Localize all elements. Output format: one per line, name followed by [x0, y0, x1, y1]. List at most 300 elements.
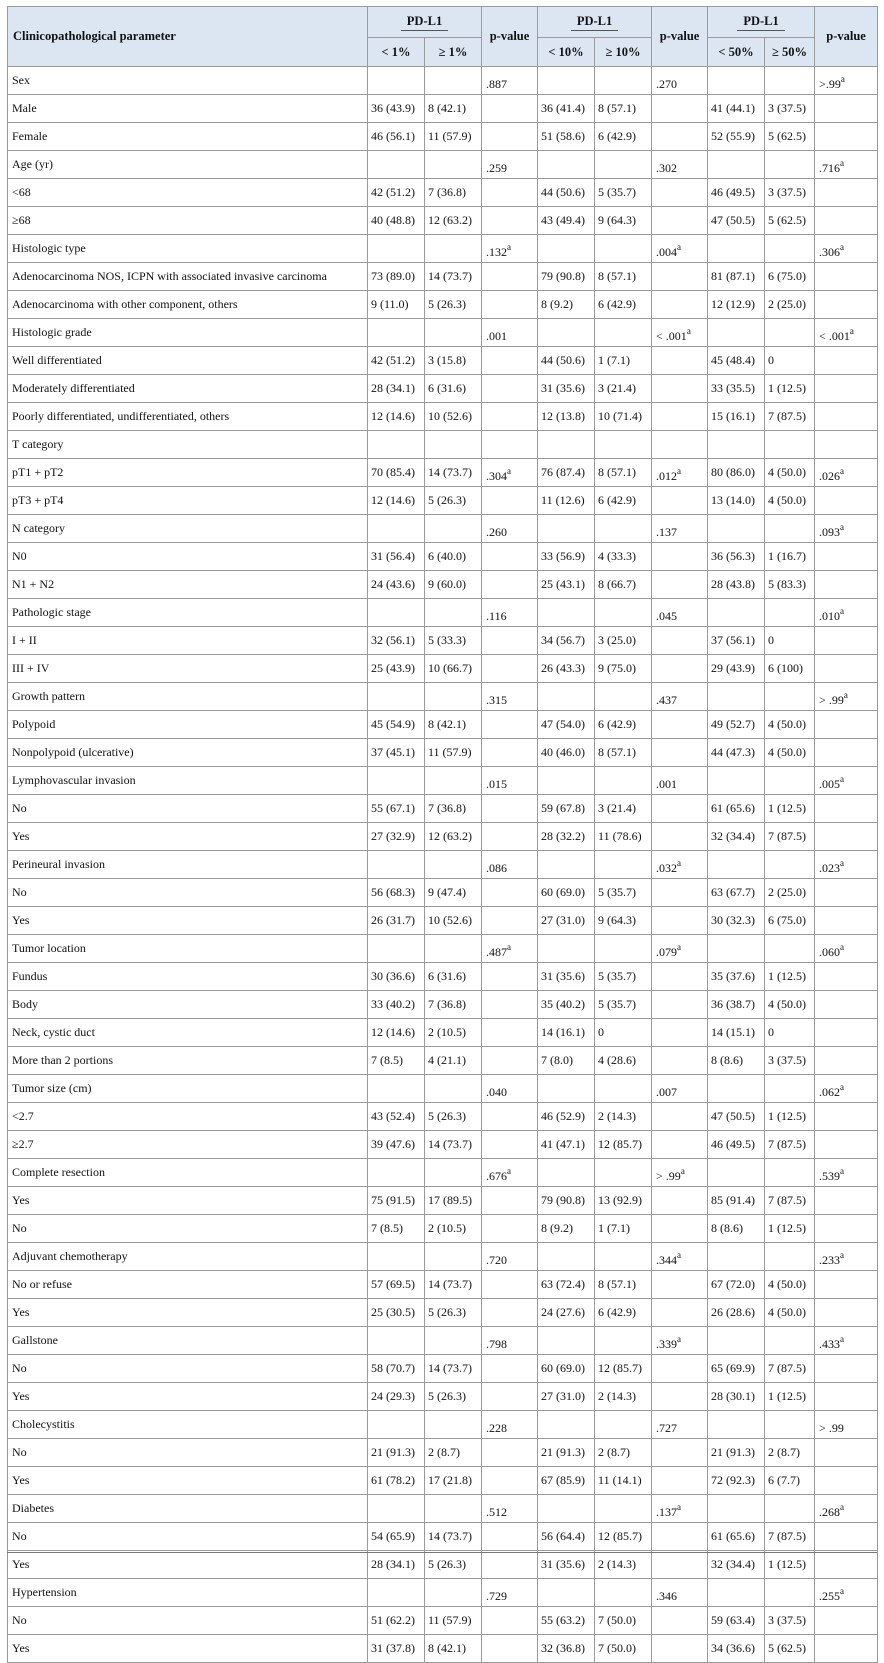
p-value-cell: [815, 1635, 878, 1663]
footnote-marker: a: [507, 1166, 512, 1176]
table-cell: 8 (57.1): [595, 263, 652, 291]
table-cell: 33 (40.2): [368, 991, 425, 1019]
p-value: < .001: [819, 329, 850, 343]
table-cell: 5 (62.5): [765, 1635, 815, 1663]
footnote-marker: a: [843, 690, 848, 700]
footnote-marker: a: [677, 1250, 682, 1260]
row-label: I + II: [8, 627, 368, 655]
table-cell: [368, 1075, 425, 1103]
table-cell: 32 (34.4): [708, 823, 765, 851]
table-cell: 9 (75.0): [595, 655, 652, 683]
p-value-cell: [482, 963, 538, 991]
table-cell: 58 (70.7): [368, 1355, 425, 1383]
table-row: [8, 487, 878, 515]
group-title-2: PD-L1: [571, 14, 618, 31]
footnote-marker: a: [677, 858, 682, 868]
table-cell: 36 (41.4): [538, 95, 595, 123]
clinicopathological-table: [7, 6, 878, 1663]
p-value-cell: [652, 1159, 708, 1187]
p-value-cell: [815, 795, 878, 823]
p-value-cell: [652, 627, 708, 655]
table-cell: 8 (42.1): [425, 1635, 482, 1663]
row-label: Yes: [8, 1551, 368, 1579]
table-cell: [708, 67, 765, 95]
p-value-cell: [815, 235, 878, 263]
p-value-cell: [482, 403, 538, 431]
table-cell: 10 (71.4): [595, 403, 652, 431]
footnote-marker: a: [677, 1334, 682, 1344]
p-value: .344: [656, 1253, 678, 1267]
footnote-marker: a: [840, 158, 845, 168]
table-cell: [538, 1411, 595, 1439]
p-value-cell: [482, 515, 538, 543]
row-label: N category: [8, 515, 368, 543]
row-label: No: [8, 1607, 368, 1635]
table-cell: [765, 1075, 815, 1103]
table-cell: [368, 683, 425, 711]
table-cell: [425, 67, 482, 95]
table-cell: [595, 319, 652, 347]
row-label: ≥68: [8, 207, 368, 235]
table-row: [8, 1327, 878, 1355]
p-value: .887: [486, 77, 508, 91]
table-cell: 4 (50.0): [765, 1271, 815, 1299]
table-cell: [368, 1159, 425, 1187]
p-value-cell: [815, 319, 878, 347]
p-value-cell: [652, 1523, 708, 1551]
table-cell: [425, 515, 482, 543]
table-row: [8, 1047, 878, 1075]
table-cell: [368, 151, 425, 179]
p-value: .268: [819, 1505, 841, 1519]
table-cell: [538, 319, 595, 347]
row-label: Fundus: [8, 963, 368, 991]
table-row: [8, 767, 878, 795]
table-cell: 55 (67.1): [368, 795, 425, 823]
row-label: Perineural invasion: [8, 851, 368, 879]
table-row: [8, 1131, 878, 1159]
table-row: [8, 1215, 878, 1243]
table-cell: 12 (14.6): [368, 1019, 425, 1047]
p-value-cell: [652, 179, 708, 207]
table-cell: [368, 319, 425, 347]
table-cell: [595, 1159, 652, 1187]
table-cell: 7 (50.0): [595, 1635, 652, 1663]
table-row: [8, 1551, 878, 1579]
table-cell: 4 (50.0): [765, 1299, 815, 1327]
table-cell: [425, 1075, 482, 1103]
table-row: [8, 263, 878, 291]
p-value-cell: [815, 123, 878, 151]
row-label: T category: [8, 431, 368, 459]
p-value-cell: [652, 1215, 708, 1243]
table-cell: [595, 767, 652, 795]
p-value-cell: [652, 1131, 708, 1159]
table-cell: 31 (35.6): [538, 1551, 595, 1579]
footnote-marker: a: [840, 74, 845, 84]
table-cell: 8 (9.2): [538, 1215, 595, 1243]
table-cell: [538, 1327, 595, 1355]
row-label: Yes: [8, 1635, 368, 1663]
p-value: .304: [486, 469, 508, 483]
p-value-cell: [652, 459, 708, 487]
table-cell: 3 (37.5): [765, 179, 815, 207]
table-cell: 31 (37.8): [368, 1635, 425, 1663]
p-value-cell: [482, 431, 538, 459]
table-cell: 1 (7.1): [595, 347, 652, 375]
p-value: > .99: [656, 1169, 681, 1183]
row-label: No: [8, 1355, 368, 1383]
table-cell: [368, 1411, 425, 1439]
row-label: Adenocarcinoma NOS, ICPN with associated invasive carcinoma: [8, 263, 368, 291]
row-label: No: [8, 1439, 368, 1467]
row-label: No or refuse: [8, 1271, 368, 1299]
p-value-cell: [482, 599, 538, 627]
table-cell: [425, 319, 482, 347]
p-value-cell: [815, 291, 878, 319]
table-cell: [538, 767, 595, 795]
p-value: .437: [656, 693, 678, 707]
p-value-cell: [815, 627, 878, 655]
bottom-rule: [7, 1552, 877, 1553]
table-cell: 8 (57.1): [595, 95, 652, 123]
p-value-cell: [482, 459, 538, 487]
table-row: [8, 207, 878, 235]
table-cell: [765, 235, 815, 263]
table-cell: [708, 151, 765, 179]
p-value-cell: [652, 1075, 708, 1103]
table-cell: 1 (12.5): [765, 795, 815, 823]
table-row: [8, 823, 878, 851]
footnote-marker: a: [840, 1586, 845, 1596]
p-value-cell: [482, 1299, 538, 1327]
table-cell: 7 (87.5): [765, 1187, 815, 1215]
p-value-cell: [815, 935, 878, 963]
p-value: .716: [819, 161, 841, 175]
table-cell: [538, 67, 595, 95]
p-value-cell: [815, 571, 878, 599]
table-cell: 65 (69.9): [708, 1355, 765, 1383]
table-cell: 6 (42.9): [595, 487, 652, 515]
table-cell: 12 (14.6): [368, 487, 425, 515]
row-label: Histologic type: [8, 235, 368, 263]
row-label: Lymphovascular invasion: [8, 767, 368, 795]
table-cell: 28 (34.1): [368, 1551, 425, 1579]
table-cell: 7 (87.5): [765, 1355, 815, 1383]
table-cell: [708, 431, 765, 459]
row-label: More than 2 portions: [8, 1047, 368, 1075]
table-row: [8, 1467, 878, 1495]
table-cell: 49 (52.7): [708, 711, 765, 739]
table-cell: [595, 67, 652, 95]
table-cell: 56 (64.4): [538, 1523, 595, 1551]
p-value-cell: [482, 1327, 538, 1355]
p-value-cell: [482, 935, 538, 963]
table-cell: [765, 1243, 815, 1271]
p-value-cell: [815, 823, 878, 851]
subheader-high-2: ≥ 10%: [595, 38, 652, 67]
table-cell: 14 (73.7): [425, 1271, 482, 1299]
p-value-cell: [652, 515, 708, 543]
p-value-cell: [652, 1187, 708, 1215]
table-cell: [425, 1243, 482, 1271]
table-cell: 14 (73.7): [425, 263, 482, 291]
p-value: .260: [486, 525, 508, 539]
p-value-cell: [652, 123, 708, 151]
p-value: .233: [819, 1253, 841, 1267]
p-value-cell: [482, 151, 538, 179]
p-value-cell: [652, 67, 708, 95]
p-value-cell: [482, 1271, 538, 1299]
table-cell: 26 (31.7): [368, 907, 425, 935]
table-cell: 1 (16.7): [765, 543, 815, 571]
table-cell: [368, 1495, 425, 1523]
table-row: [8, 963, 878, 991]
table-cell: 11 (57.9): [425, 1607, 482, 1635]
table-cell: 4 (28.6): [595, 1047, 652, 1075]
table-cell: 3 (21.4): [595, 375, 652, 403]
table-cell: [538, 431, 595, 459]
table-cell: 67 (85.9): [538, 1467, 595, 1495]
row-label: Growth pattern: [8, 683, 368, 711]
footnote-marker: a: [840, 1502, 845, 1512]
table-cell: 46 (49.5): [708, 1131, 765, 1159]
p-value-cell: [815, 543, 878, 571]
p-value-cell: [482, 711, 538, 739]
table-cell: 4 (21.1): [425, 1047, 482, 1075]
p-value-cell: [652, 1327, 708, 1355]
p-value-cell: [815, 1607, 878, 1635]
table-cell: [425, 1159, 482, 1187]
row-label: Poorly differentiated, undifferentiated, others: [8, 403, 368, 431]
table-cell: [595, 599, 652, 627]
table-cell: 73 (89.0): [368, 263, 425, 291]
table-row: [8, 151, 878, 179]
table-cell: 0: [765, 627, 815, 655]
row-label: No: [8, 879, 368, 907]
p-value: .001: [656, 777, 678, 791]
table-cell: 2 (14.3): [595, 1551, 652, 1579]
footnote-marker: a: [677, 242, 682, 252]
p-value: .012: [656, 469, 678, 483]
p-value-cell: [482, 1411, 538, 1439]
table-row: [8, 375, 878, 403]
table-cell: [425, 235, 482, 263]
table-cell: 39 (47.6): [368, 1131, 425, 1159]
row-label: pT3 + pT4: [8, 487, 368, 515]
table-cell: 59 (67.8): [538, 795, 595, 823]
table-cell: 1 (12.5): [765, 963, 815, 991]
table-cell: 7 (8.5): [368, 1047, 425, 1075]
table-cell: [765, 935, 815, 963]
p-value-cell: [815, 683, 878, 711]
p-value-cell: [815, 1299, 878, 1327]
p-value-cell: [815, 1103, 878, 1131]
table-cell: [765, 1159, 815, 1187]
p-value-cell: [652, 963, 708, 991]
p-value-cell: [652, 95, 708, 123]
table-cell: [708, 851, 765, 879]
table-cell: [425, 151, 482, 179]
p-value-cell: [482, 1187, 538, 1215]
table-row: [8, 711, 878, 739]
p-value-cell: [482, 571, 538, 599]
table-cell: 56 (68.3): [368, 879, 425, 907]
table-cell: [765, 851, 815, 879]
table-cell: 3 (37.5): [765, 1047, 815, 1075]
table-row: [8, 235, 878, 263]
table-cell: 1 (12.5): [765, 1103, 815, 1131]
table-cell: 26 (28.6): [708, 1299, 765, 1327]
p-value-cell: [482, 627, 538, 655]
p-value: .040: [486, 1085, 508, 1099]
p-value-cell: [652, 1607, 708, 1635]
table-cell: 1 (12.5): [765, 1215, 815, 1243]
p-value: .093: [819, 525, 841, 539]
table-cell: 46 (52.9): [538, 1103, 595, 1131]
p-value-cell: [815, 487, 878, 515]
table-row: [8, 67, 878, 95]
table-cell: 44 (50.6): [538, 179, 595, 207]
p-value-cell: [815, 711, 878, 739]
p-value-cell: [482, 375, 538, 403]
table-cell: 5 (26.3): [425, 1551, 482, 1579]
p-value-cell: [815, 67, 878, 95]
table-cell: [425, 683, 482, 711]
p-value-cell: [652, 711, 708, 739]
table-cell: 6 (75.0): [765, 907, 815, 935]
table-row: [8, 291, 878, 319]
p-value-cell: [482, 1495, 538, 1523]
table-cell: [708, 1327, 765, 1355]
table-cell: 5 (26.3): [425, 1383, 482, 1411]
subheader-low-1: < 1%: [368, 38, 425, 67]
table-cell: 5 (35.7): [595, 963, 652, 991]
table-cell: [425, 935, 482, 963]
table-cell: [595, 515, 652, 543]
table-row: [8, 1299, 878, 1327]
table-cell: 12 (63.2): [425, 823, 482, 851]
row-label: Yes: [8, 1383, 368, 1411]
p-value-cell: [815, 403, 878, 431]
row-label: Histologic grade: [8, 319, 368, 347]
table-cell: 3 (37.5): [765, 95, 815, 123]
table-row: [8, 851, 878, 879]
table-cell: 51 (58.6): [538, 123, 595, 151]
table-cell: [425, 1411, 482, 1439]
table-cell: [368, 235, 425, 263]
p-value-cell: [815, 851, 878, 879]
p-value-cell: [482, 67, 538, 95]
table-cell: 1 (12.5): [765, 375, 815, 403]
p-value: .132: [486, 245, 508, 259]
p-value-cell: [815, 1579, 878, 1607]
table-cell: 11 (57.9): [425, 123, 482, 151]
p-value-cell: [482, 1159, 538, 1187]
p-value: .045: [656, 609, 678, 623]
table-cell: [708, 683, 765, 711]
table-cell: 47 (50.5): [708, 1103, 765, 1131]
table-row: [8, 347, 878, 375]
table-cell: 12 (14.6): [368, 403, 425, 431]
p-value-cell: [815, 207, 878, 235]
p-value: .026: [819, 469, 841, 483]
p-value-cell: [652, 263, 708, 291]
p-value-cell: [482, 655, 538, 683]
table-cell: [425, 431, 482, 459]
p-value: .798: [486, 1337, 508, 1351]
footnote-marker: a: [840, 242, 845, 252]
table-cell: [538, 1495, 595, 1523]
row-label: Tumor location: [8, 935, 368, 963]
table-body: [8, 67, 878, 1663]
p-value-cell: [652, 879, 708, 907]
p-value: .512: [486, 1505, 508, 1519]
p-value-cell: [652, 1047, 708, 1075]
p-value-cell: [815, 459, 878, 487]
table-cell: 25 (43.9): [368, 655, 425, 683]
table-cell: 3 (37.5): [765, 1607, 815, 1635]
p-value-cell: [482, 851, 538, 879]
p-value-cell: [482, 795, 538, 823]
table-cell: 1 (7.1): [595, 1215, 652, 1243]
pvalue-header-1: p-value: [482, 7, 538, 67]
row-label: Yes: [8, 907, 368, 935]
table-cell: 5 (83.3): [765, 571, 815, 599]
table-cell: 76 (87.4): [538, 459, 595, 487]
table-cell: 10 (66.7): [425, 655, 482, 683]
p-value-cell: [482, 767, 538, 795]
table-cell: 6 (100): [765, 655, 815, 683]
table-cell: 37 (45.1): [368, 739, 425, 767]
footnote-marker: a: [840, 1082, 845, 1092]
p-value-cell: [652, 683, 708, 711]
p-value-cell: [815, 1439, 878, 1467]
table-cell: 59 (63.4): [708, 1607, 765, 1635]
row-label: Sex: [8, 67, 368, 95]
table-cell: 8 (42.1): [425, 711, 482, 739]
table-cell: 4 (50.0): [765, 711, 815, 739]
p-value-cell: [815, 991, 878, 1019]
table-cell: 11 (14.1): [595, 1467, 652, 1495]
p-value-cell: [652, 1635, 708, 1663]
p-value: .433: [819, 1337, 841, 1351]
p-value: .339: [656, 1337, 678, 1351]
p-value-cell: [652, 655, 708, 683]
table-header: [8, 7, 878, 67]
table-cell: 85 (91.4): [708, 1187, 765, 1215]
p-value-cell: [815, 1131, 878, 1159]
table-cell: 7 (36.8): [425, 795, 482, 823]
table-cell: [425, 767, 482, 795]
p-value: >.99: [819, 77, 841, 91]
table-cell: [595, 683, 652, 711]
table-row: [8, 1383, 878, 1411]
p-value-cell: [652, 599, 708, 627]
table-row: [8, 1187, 878, 1215]
p-value-cell: [652, 403, 708, 431]
p-value: > .99: [819, 693, 844, 707]
table-cell: 2 (14.3): [595, 1383, 652, 1411]
table-cell: [538, 599, 595, 627]
table-cell: [765, 1327, 815, 1355]
table-cell: 12 (85.7): [595, 1131, 652, 1159]
p-value-cell: [815, 767, 878, 795]
table-cell: [708, 1411, 765, 1439]
table-cell: [765, 683, 815, 711]
table-row: [8, 1271, 878, 1299]
p-value-cell: [815, 1243, 878, 1271]
